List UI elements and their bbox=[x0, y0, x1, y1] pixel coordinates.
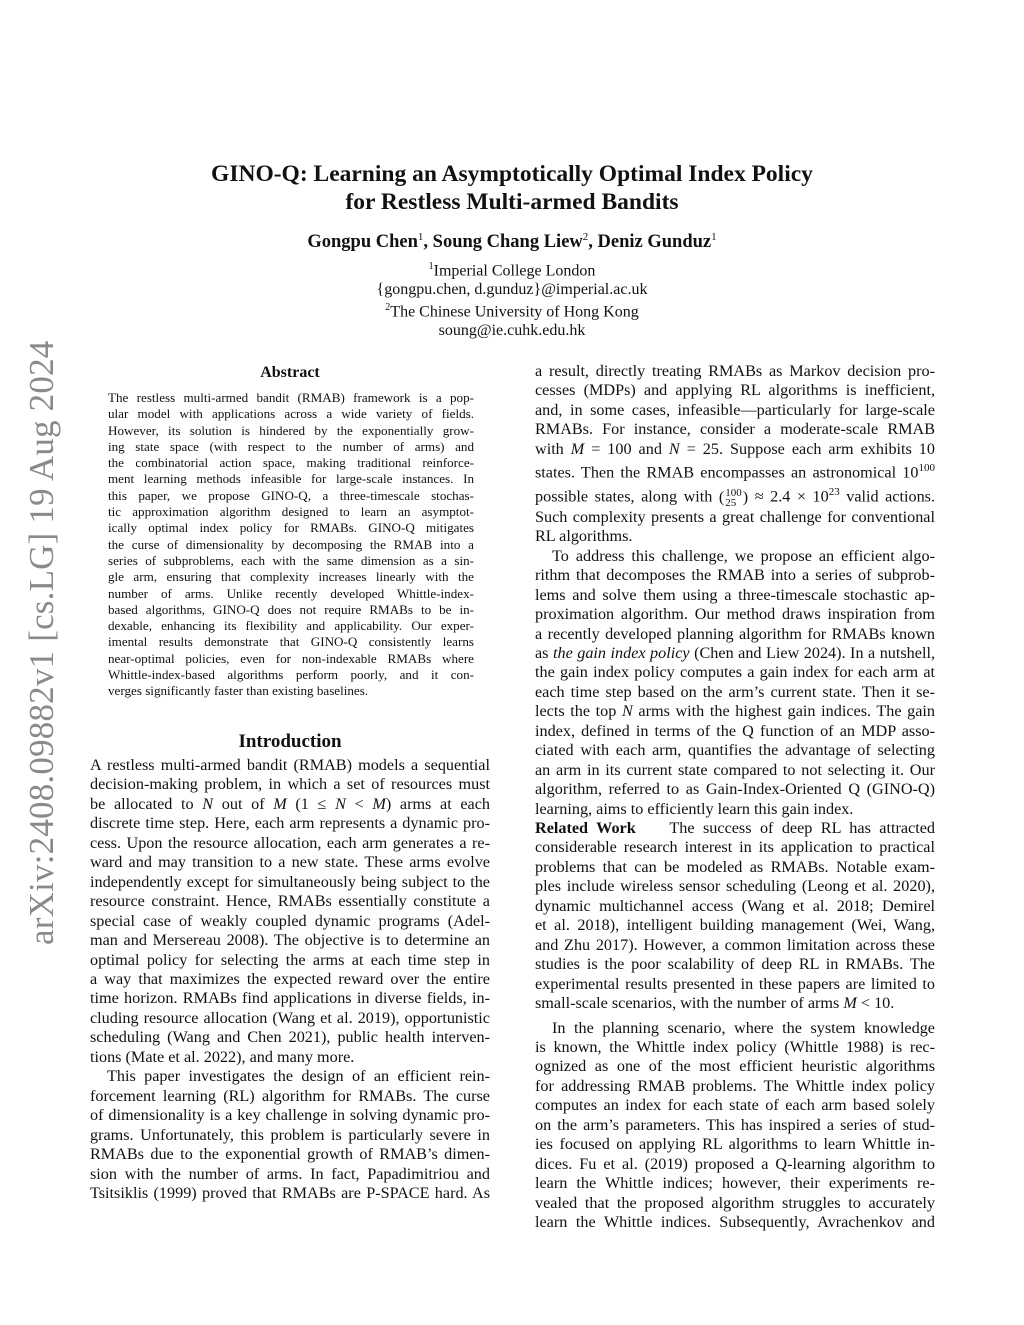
text-run: be allocated to bbox=[90, 794, 203, 813]
author-name: Soung Chang Liew bbox=[432, 232, 583, 253]
body-line: ciated with each arm, quantifies the advantage of selecting bbox=[535, 741, 935, 760]
body-line: a way that maximizes the expected reward over the entire bbox=[90, 969, 490, 988]
math-var: N bbox=[621, 702, 633, 721]
body-line: experimental results presented in these papers are limited to bbox=[535, 974, 935, 993]
text-run: with bbox=[535, 439, 571, 458]
body-line: In the planning scenario, where the system knowledge bbox=[552, 1018, 935, 1037]
body-line: and Zhu 2017). However, a common limitation across these bbox=[535, 935, 935, 954]
abstract-line: imental results demonstrate that GINO-Q consistently learns bbox=[108, 634, 474, 650]
body-line: each time step based on the arm’s current state. Then it se- bbox=[535, 682, 935, 701]
text-run: arms with the highest gain indices. The gain bbox=[632, 702, 936, 721]
body-line: special case of weakly coupled dynamic programs (Adel- bbox=[90, 911, 490, 930]
body-line: for addressing RMAB problems. The Whittle index policy bbox=[535, 1076, 935, 1095]
abstract-line: near-optimal policies, even for non-indexable RMABs where bbox=[108, 650, 474, 666]
affiliation-name: Imperial College London bbox=[433, 262, 596, 280]
body-line: proximation algorithm. Our method draws inspiration from bbox=[535, 605, 935, 624]
body-line bbox=[90, 795, 490, 814]
introduction-heading: Introduction bbox=[238, 731, 342, 752]
body-line: This paper investigates the design of an efficient rein- bbox=[107, 1067, 490, 1086]
body-line: learn the Whittle indices. Subsequently, Avrachenkov and bbox=[535, 1213, 935, 1232]
abstract-line: However, its solution is hindered by the exponentially grow- bbox=[108, 422, 474, 438]
affiliation-name: The Chinese University of Hong Kong bbox=[390, 303, 639, 321]
body-line: ward and may transition to a new state. These arms evolve bbox=[90, 853, 490, 872]
math-var: N bbox=[335, 794, 346, 813]
math-var: M bbox=[372, 794, 386, 813]
text-run: possible states, along with bbox=[535, 487, 719, 506]
math-var: M bbox=[843, 994, 857, 1013]
body-line: dynamic multichannel access (Wang et al. 2018; Demirel bbox=[535, 896, 935, 915]
body-line: computes an index for each state of each arm based solely bbox=[535, 1096, 935, 1115]
body-line: of dimensionality is a key challenge in solving dynamic pro- bbox=[90, 1106, 490, 1125]
abstract-line: tic approximation algorithm designed to learn an asymptot- bbox=[108, 504, 474, 520]
body-line: learn the Whittle indices; however, their experiments re- bbox=[535, 1174, 935, 1193]
text-run: out of bbox=[213, 794, 274, 813]
body-line: independently except for simultaneously being subject to the bbox=[90, 872, 490, 891]
body-line: To address this challenge, we propose an efficient algo- bbox=[552, 546, 935, 565]
author-list: Gongpu Chen$^1$, Soung Chang Liew$^2$, Deniz Gunduz$^1$ bbox=[307, 231, 717, 253]
body-line: lems and solve them using a three-timescale stochastic ap- bbox=[535, 585, 935, 604]
body-line bbox=[535, 483, 935, 508]
abstract-line: number of arms. Unlike recently developed Whittle-index- bbox=[108, 585, 474, 601]
body-line bbox=[535, 819, 935, 838]
affil-mark: 1 bbox=[428, 261, 434, 272]
text-run: = 100 and bbox=[584, 439, 669, 458]
body-line: vealed that the proposed algorithm struggles to accurately bbox=[535, 1193, 935, 1212]
text-run: (1 ≤ bbox=[286, 794, 336, 813]
author-affil-mark: 1 bbox=[417, 231, 424, 243]
text-run: states. Then the RMAB encompasses an astronomical 10 bbox=[535, 463, 919, 482]
abstract-line: The restless multi-armed bandit (RMAB) framework is a pop- bbox=[108, 390, 474, 405]
text-run: lects the top bbox=[535, 702, 622, 721]
affiliation-email: soung@ie.cuhk.edu.hk bbox=[438, 322, 586, 340]
author-name: Deniz Gunduz bbox=[597, 232, 712, 253]
abstract-line: ment learning methods infeasible for large-scale instances. In bbox=[108, 471, 474, 487]
abstract-line: ically optimal index policy for RMABs. GINO-Q mitigates bbox=[108, 520, 474, 536]
abstract-line: ing state space (with respect to the number of arms) and bbox=[108, 438, 474, 454]
author-name: Gongpu Chen bbox=[307, 232, 418, 253]
body-line: index, defined in terms of the Q function of an MDP asso- bbox=[535, 721, 935, 740]
body-line: sion with the number of arms. In fact, Papadimitriou and bbox=[90, 1164, 490, 1183]
body-line: ples include wireless sensor scheduling (Leong et al. 2020), bbox=[535, 877, 935, 896]
body-line: studies is the poor scalability of deep RL in RMABs. The bbox=[535, 955, 935, 974]
abstract-heading: Abstract bbox=[260, 364, 320, 381]
related-work-label: Related Work bbox=[535, 819, 636, 838]
body-line: a result, directly treating RMABs as Markov decision pro- bbox=[535, 362, 935, 380]
body-line bbox=[535, 702, 935, 721]
body-line: cesses (MDPs) and applying RL algorithms is inefficient, bbox=[535, 381, 935, 400]
binomial-top: 100 bbox=[725, 486, 742, 499]
body-line: algorithm, referred to as Gain-Index-Oriented Q (GINO-Q) bbox=[535, 780, 935, 799]
binomial: (100 25 ) bbox=[718, 486, 749, 509]
body-line: the gain index policy computes a gain index for each arm at bbox=[535, 663, 935, 682]
body-line: cess. Upon the resource allocation, each arm generates a re- bbox=[90, 833, 490, 852]
body-line: discrete time step. Here, each arm represents a dynamic pro- bbox=[90, 814, 490, 833]
body-line bbox=[535, 440, 935, 459]
text-run: (Chen and Liew 2024). In a nutshell, bbox=[689, 643, 935, 662]
text-run: ≈ 2.4 × 10 bbox=[748, 487, 829, 506]
body-line: grams. Unfortunately, this problem is particularly severe in bbox=[90, 1125, 490, 1144]
body-line: an arm in its current state compared to not selecting it. Our bbox=[535, 760, 935, 779]
text-run: = 25. Suppose each arm exhibits 10 bbox=[679, 439, 935, 458]
body-line: ognized as one of the most efficient heuristic algorithms bbox=[535, 1057, 935, 1076]
body-line: cluding resource allocation (Wang et al. 2019), opportunistic bbox=[90, 1008, 490, 1027]
right-column bbox=[535, 362, 935, 1233]
body-line: RMABs. For instance, consider a moderate-scale RMAB bbox=[535, 420, 935, 439]
body-line: RL algorithms. bbox=[535, 527, 633, 546]
body-line bbox=[535, 459, 935, 483]
paper-title bbox=[130, 160, 894, 216]
body-line bbox=[535, 644, 935, 663]
exponent: 23 bbox=[828, 486, 840, 499]
body-line: time horizon. RMABs find applications in diverse fields, in- bbox=[90, 989, 490, 1008]
body-line: dices. Fu et al. (2019) proposed a Q-learning algorithm to bbox=[535, 1154, 935, 1173]
left-column bbox=[90, 756, 490, 1203]
body-line: on the arm’s parameters. This has inspired a series of stud- bbox=[535, 1115, 935, 1134]
author-affil-mark: 2 bbox=[582, 231, 589, 243]
body-line: learning, aims to efficiently learn this gain index. bbox=[535, 799, 854, 818]
body-line: man and Mersereau 2008). The objective is to determine an bbox=[90, 931, 490, 950]
text-run: valid actions. bbox=[839, 487, 936, 506]
body-line: Tsitsiklis (1999) proved that RMABs are P-SPACE hard. As bbox=[90, 1183, 490, 1202]
body-line: is known, the Whittle index policy (Whittle 1988) is rec- bbox=[535, 1038, 935, 1057]
text-run: < bbox=[345, 794, 373, 813]
math-var: N bbox=[668, 439, 680, 458]
body-line: A restless multi-armed bandit (RMAB) models a sequential bbox=[90, 756, 490, 774]
math-var: M bbox=[273, 794, 287, 813]
title-line: GINO-Q: Learning an Asymptotically Optimal Index Policy bbox=[211, 161, 813, 187]
abstract-line: Whittle-index-based algorithms perform poorly, and it con- bbox=[108, 667, 474, 683]
abstract-line: ular model with applications across a wide variety of fields. bbox=[108, 406, 474, 422]
text-run: as bbox=[535, 643, 553, 662]
body-line: problems that can be modeled as RMABs. Notable exam- bbox=[535, 857, 935, 876]
body-line: decision-making problem, in which a set of resources must bbox=[90, 775, 490, 794]
affiliation-line bbox=[130, 258, 894, 281]
body-line: rithm that decomposes the RMAB into a series of subprob- bbox=[535, 566, 935, 585]
abstract-line: verges significantly faster than existing baselines. bbox=[108, 683, 369, 699]
body-line: et al. 2018), intelligent building management (Wei, Wang, bbox=[535, 916, 935, 935]
body-line: Such complexity presents a great challenge for conventional bbox=[535, 507, 935, 526]
math-var: N bbox=[202, 794, 214, 813]
emphasis-text: the gain index policy bbox=[552, 643, 690, 662]
affiliation-line bbox=[130, 299, 894, 322]
exponent: 100 bbox=[918, 462, 935, 475]
body-line: ies focused on applying RL algorithms to learn Whittle in- bbox=[535, 1135, 935, 1154]
title-line: for Restless Multi-armed Bandits bbox=[345, 189, 679, 215]
body-line bbox=[535, 994, 935, 1013]
abstract-line: the curse of dimensionality by decomposing the RMAB into a bbox=[108, 536, 474, 552]
body-line: optimal policy for selecting the arms at each time step in bbox=[90, 950, 490, 969]
affiliations bbox=[130, 258, 894, 341]
body-line: and, in some cases, infeasible—particularly for large-scale bbox=[535, 400, 935, 419]
binomial-bottom: 25 bbox=[725, 496, 737, 509]
body-line: a recently developed planning algorithm for RMABs known bbox=[535, 624, 935, 643]
abstract-line: dexable, enhancing its flexibility and applicability. Our exper- bbox=[108, 618, 474, 634]
body-line: scheduling (Wang and Chen 2021), public health interven- bbox=[90, 1028, 490, 1047]
body-line: forcement learning (RL) algorithm for RMABs. The curse bbox=[90, 1086, 490, 1105]
body-line: RMABs due to the exponential growth of RMAB’s dimen- bbox=[90, 1145, 490, 1164]
author-affil-mark: 1 bbox=[711, 231, 717, 243]
affiliation-email: {gongpu.chen, d.gunduz}@imperial.ac.uk bbox=[376, 280, 648, 298]
math-var: M bbox=[570, 439, 585, 458]
abstract-line: this paper, we propose GINO-Q, a three-timescale stochas- bbox=[108, 487, 474, 503]
body-line: considerable research interest in its application to practical bbox=[535, 838, 935, 857]
body-line: resource constraint. Hence, RMABs essentially constitute a bbox=[90, 892, 490, 911]
abstract-body bbox=[108, 390, 474, 700]
abstract-line: series of subproblems, each with the same dimension as a sin- bbox=[108, 552, 474, 568]
text-run: The success of deep RL has attracted bbox=[669, 819, 936, 838]
arxiv-stamp: arXiv:2408.09882v1 [cs.LG] 19 Aug 2024 bbox=[22, 340, 61, 945]
text-run: < 10. bbox=[856, 994, 895, 1013]
abstract-line: the combinatorial action space, making traditional reinforce- bbox=[108, 455, 474, 471]
text-run: ) arms at each bbox=[385, 794, 491, 813]
affil-mark: 2 bbox=[385, 302, 391, 314]
text-run: small-scale scenarios, with the number of arms bbox=[535, 994, 844, 1013]
abstract-line: based algorithms, GINO-Q does not require RMABs to be in- bbox=[108, 601, 474, 617]
abstract-line: gle arm, ensuring that complexity increases linearly with the bbox=[108, 569, 474, 585]
body-line: tions (Mate et al. 2022), and many more. bbox=[90, 1047, 355, 1066]
